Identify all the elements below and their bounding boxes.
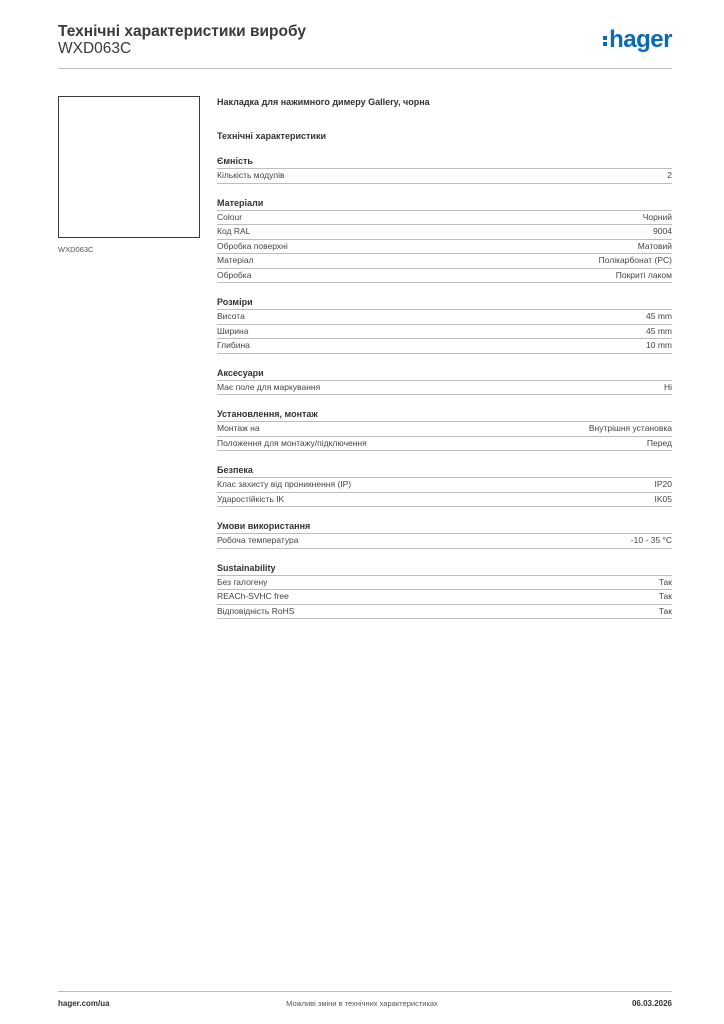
spec-value: 45 mm [646, 325, 672, 336]
footer-date: 06.03.2026 [631, 999, 672, 1008]
spec-value: Так [658, 605, 672, 616]
spec-row [217, 325, 672, 340]
spec-value: 45 mm [646, 311, 672, 321]
spec-value: -10 - 35 °C [630, 535, 672, 545]
spec-label: Клас захисту від проникнення (IP) [217, 479, 352, 489]
spec-value: Так [658, 591, 672, 601]
spec-label: Монтаж на [217, 423, 260, 433]
spec-group [217, 296, 672, 354]
spec-value: Внутрішня установка [588, 423, 672, 433]
spec-groups [217, 155, 672, 619]
spec-label: Ширина [217, 325, 249, 336]
spec-label: Код RAL [217, 226, 251, 236]
spec-row [217, 422, 672, 437]
spec-value: IK05 [654, 493, 672, 504]
spec-label: Кількість модулів [217, 170, 285, 180]
spec-value: IP20 [654, 479, 672, 489]
spec-group [217, 197, 672, 284]
hager-logo [603, 28, 672, 52]
spec-label: Робоча температура [217, 535, 299, 545]
spec-label: Матеріал [217, 255, 254, 265]
spec-group-title: Матеріали [217, 197, 672, 211]
spec-value: Перед [646, 437, 672, 448]
product-image-caption: WXD063C [58, 245, 94, 254]
spec-row [217, 437, 672, 452]
footer-website-link[interactable]: hager.com/ua [58, 999, 110, 1008]
spec-group [217, 520, 672, 549]
spec-row [217, 605, 672, 620]
spec-label: Відповідність RoHS [217, 605, 295, 616]
page-title: Технічні характеристики виробу [58, 23, 306, 40]
spec-value: Так [658, 576, 672, 587]
logo-dots-icon [603, 36, 607, 46]
spec-row [217, 590, 672, 605]
spec-value: Матовий [637, 240, 672, 251]
spec-label: Має поле для маркування [217, 381, 321, 392]
spec-row [217, 493, 672, 508]
spec-row [217, 534, 672, 549]
spec-row [217, 254, 672, 269]
spec-group [217, 367, 672, 396]
footer-notice: Можливі зміни в технічних характеристиках [286, 999, 438, 1008]
spec-row [217, 211, 672, 226]
spec-row [217, 339, 672, 354]
spec-label: Colour [217, 211, 243, 222]
spec-group [217, 155, 672, 184]
spec-label: REACh-SVHC free [217, 591, 289, 601]
spec-row [217, 240, 672, 255]
spec-label: Положення для монтажу/підключення [217, 437, 367, 448]
spec-value: 9004 [653, 226, 672, 236]
product-name: Накладка для нажимного димеру Gallery, чорна [217, 97, 430, 107]
spec-row [217, 576, 672, 591]
spec-row [217, 169, 672, 184]
product-image-placeholder [58, 96, 200, 238]
header-divider [58, 68, 672, 69]
spec-row [217, 310, 672, 325]
spec-group-title: Умови використання [217, 520, 672, 534]
spec-group [217, 464, 672, 507]
spec-group-title: Розміри [217, 296, 672, 310]
spec-group-title: Аксесуари [217, 367, 672, 381]
spec-label: Обробка [217, 269, 252, 280]
spec-value: 10 mm [646, 340, 672, 350]
spec-group [217, 408, 672, 451]
spec-value: Чорний [642, 211, 672, 222]
spec-group-title: Ємність [217, 155, 672, 169]
product-code: WXD063C [58, 40, 132, 57]
spec-group-title: Установлення, монтаж [217, 408, 672, 422]
spec-label: Ударостійкість IK [217, 493, 285, 504]
spec-value: 2 [667, 170, 672, 180]
spec-group-title: Sustainability [217, 562, 672, 576]
spec-row [217, 381, 672, 396]
spec-value: Покриті лаком [615, 269, 672, 280]
spec-row [217, 269, 672, 284]
spec-label: Глибина [217, 340, 250, 350]
spec-label: Обробка поверхні [217, 240, 288, 251]
footer-divider [58, 991, 672, 992]
spec-value: Полікарбонат (PC) [598, 255, 672, 265]
spec-group [217, 562, 672, 620]
spec-label: Висота [217, 311, 245, 321]
logo-text: hager [609, 26, 672, 53]
spec-value: Ні [663, 381, 672, 392]
spec-content [217, 96, 672, 619]
spec-row [217, 225, 672, 240]
section-title: Технічні характеристики [217, 131, 326, 141]
spec-group-title: Безпека [217, 464, 672, 478]
spec-row [217, 478, 672, 493]
spec-label: Без галогену [217, 576, 268, 587]
